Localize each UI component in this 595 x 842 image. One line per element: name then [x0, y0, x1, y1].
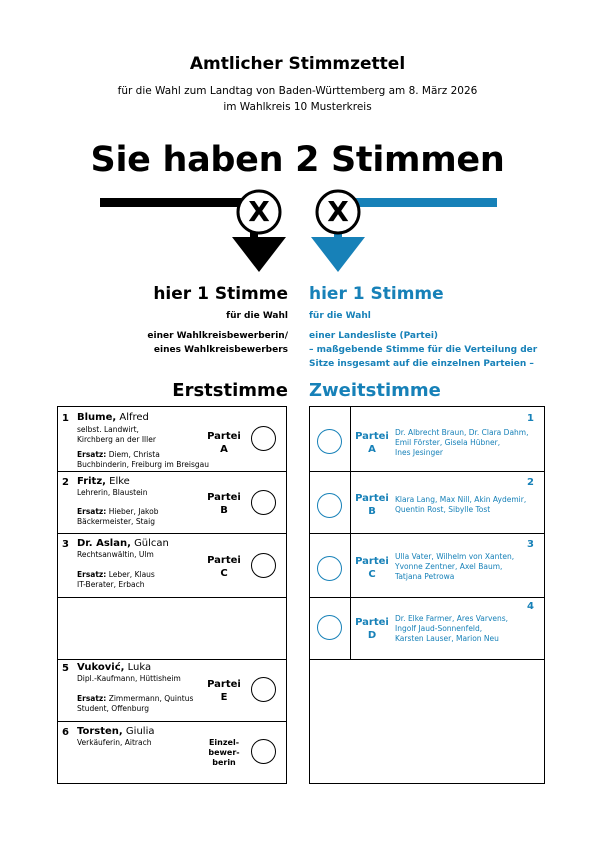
list-candidates: Klara Lang, Max Nill, Akin Aydemir, Quentin Rost, Sibylle Tost: [395, 495, 527, 514]
candidate-row: [57, 472, 287, 534]
party-list-row: [309, 472, 545, 534]
first-vote-x-mark: X: [248, 195, 270, 228]
substitute-info: Buchbinderin, Freiburg im Breisgau: [77, 460, 209, 469]
candidate-number: 5: [62, 663, 69, 674]
first-vote-heading: hier 1 Stimme: [153, 284, 288, 304]
substitute-label: Ersatz:: [77, 450, 107, 459]
party-label: Partei C: [207, 555, 241, 579]
party-label: Partei B: [207, 492, 241, 516]
candidate-info: Rechtsanwältin, Ulm: [77, 550, 154, 559]
vote-circle[interactable]: [317, 493, 342, 518]
first-vote-for: für die Wahl: [226, 311, 288, 321]
candidate-given-name: Giulia: [125, 726, 155, 737]
list-number: 4: [527, 601, 534, 612]
ballot-title: Amtlicher Stimmzettel: [189, 54, 406, 74]
candidate-surname: Dr. Aslan,: [77, 538, 131, 549]
second-vote-heading: hier 1 Stimme: [309, 284, 444, 304]
party-label: Partei C: [355, 556, 389, 580]
first-vote-desc-1: einer Wahlkreisbewerberin/: [147, 331, 288, 341]
vote-circle[interactable]: [251, 426, 276, 451]
candidate-given-name: Alfred: [119, 412, 149, 423]
vote-circle[interactable]: [317, 429, 342, 454]
party-label: Partei D: [355, 617, 389, 641]
zweitstimme-label: Zweitstimme: [309, 380, 441, 401]
candidate-info: selbst. Landwirt,: [77, 425, 139, 434]
party-label: Partei E: [207, 679, 241, 703]
party-list-row: [309, 598, 545, 660]
first-vote-desc-2: eines Wahlkreisbewerbers: [153, 345, 288, 355]
substitute-label: Ersatz:: [77, 570, 107, 579]
substitute-name: Hieber, Jakob: [108, 507, 159, 516]
candidate-given-name: Luka: [127, 662, 152, 673]
second-vote-desc-1: einer Landesliste (Partei): [309, 331, 439, 341]
substitute-name: Leber, Klaus: [108, 570, 155, 579]
votes-heading: Sie haben 2 Stimmen: [90, 140, 505, 180]
substitute-label: Ersatz:: [77, 507, 107, 516]
candidate-surname: Torsten,: [77, 726, 123, 737]
candidate-info-2: Kirchberg an der Iller: [77, 435, 156, 444]
list-candidates: Dr. Albrecht Braun, Dr. Clara Dahm, Emil Förster, Gisela Hübner, Ines Jesinger: [395, 428, 529, 457]
vote-circle[interactable]: [251, 739, 276, 764]
candidate-name: [77, 412, 149, 423]
erststimme-label: Erststimme: [172, 380, 288, 401]
candidate-row: [57, 660, 287, 722]
second-vote-desc-3: Sitze insgesamt auf die einzelnen Parteien –: [309, 359, 534, 369]
candidate-row: [57, 722, 287, 784]
substitute-line: [77, 507, 159, 517]
election-subtitle: für die Wahl zum Landtag von Baden-Württemberg am 8. März 2026: [117, 85, 478, 97]
substitute-info: Student, Offenburg: [77, 704, 149, 713]
candidate-info: Lehrerin, Blaustein: [77, 488, 148, 497]
party-label: Partei B: [355, 493, 389, 517]
candidate-number: 3: [62, 539, 69, 550]
candidate-name: [77, 726, 154, 737]
vote-circle[interactable]: [251, 677, 276, 702]
candidate-given-name: Gülcan: [134, 538, 169, 549]
candidate-number: 2: [62, 477, 69, 488]
constituency-subtitle: im Wahlkreis 10 Musterkreis: [223, 101, 372, 113]
candidate-row: [57, 406, 287, 472]
substitute-name: Zimmermann, Quintus: [108, 694, 194, 703]
second-vote-desc-2: – maßgebende Stimme für die Verteilung der: [309, 345, 538, 355]
party-label: Einzel- bewer- berin: [208, 738, 240, 767]
empty-row: [57, 598, 287, 660]
party-list-row: [309, 534, 545, 598]
vote-circle[interactable]: [317, 615, 342, 640]
list-number: 3: [527, 539, 534, 550]
arrows-graphic: [0, 185, 595, 280]
substitute-name: Diem, Christa: [108, 450, 160, 459]
substitute-line: [77, 450, 160, 460]
empty-list-area: [309, 660, 545, 784]
substitute-label: Ersatz:: [77, 694, 107, 703]
candidate-given-name: Elke: [109, 476, 130, 487]
list-candidates: Dr. Elke Farmer, Ares Varvens, Ingolf Jaud-Sonnenfeld, Karsten Lauser, Marion Neu: [395, 614, 509, 643]
candidate-surname: Blume,: [77, 412, 117, 423]
candidate-number: 1: [62, 413, 69, 424]
candidate-number: 6: [62, 727, 69, 738]
candidate-name: [77, 662, 151, 673]
party-label: Partei A: [207, 431, 241, 455]
second-vote-for: für die Wahl: [309, 311, 371, 321]
party-label: Partei A: [355, 431, 389, 455]
vote-circle[interactable]: [251, 553, 276, 578]
substitute-info: Bäckermeister, Staig: [77, 517, 155, 526]
party-list-row: [309, 406, 545, 472]
substitute-line: [77, 570, 155, 580]
candidate-info: Dipl.-Kaufmann, Hüttisheim: [77, 674, 181, 683]
candidate-name: [77, 476, 130, 487]
substitute-line: [77, 694, 193, 704]
candidate-surname: Fritz,: [77, 476, 106, 487]
second-vote-x-mark: X: [327, 195, 349, 228]
vote-circle[interactable]: [317, 556, 342, 581]
substitute-info: IT-Berater, Erbach: [77, 580, 145, 589]
candidate-info: Verkäuferin, Aitrach: [77, 738, 152, 747]
vote-circle[interactable]: [251, 490, 276, 515]
list-candidates: Ulla Vater, Wilhelm von Xanten, Yvonne Zentner, Axel Baum, Tatjana Petrowa: [395, 552, 515, 581]
candidate-row: [57, 534, 287, 598]
list-number: 1: [527, 413, 534, 424]
list-number: 2: [527, 477, 534, 488]
candidate-name: [77, 538, 169, 549]
candidate-surname: Vuković,: [77, 662, 125, 673]
